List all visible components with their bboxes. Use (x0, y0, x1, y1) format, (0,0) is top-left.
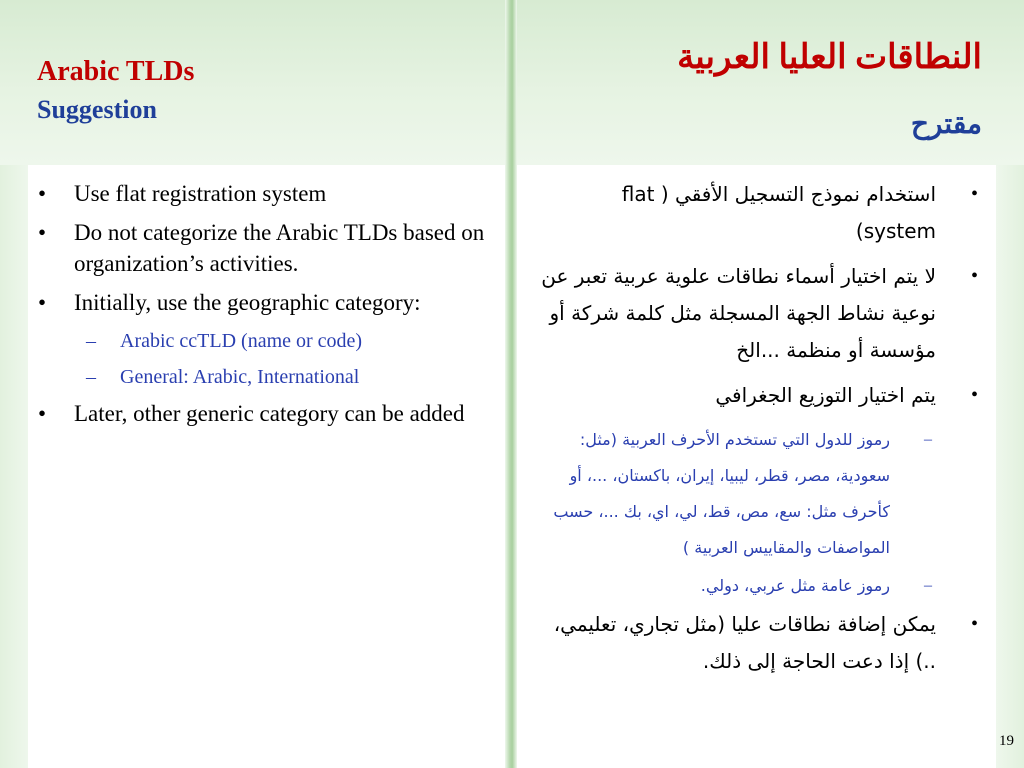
arabic-bullet-list (538, 176, 978, 688)
list-item (36, 287, 491, 318)
bullet-icon: • (38, 401, 47, 426)
sub-list-item-text: رموز للدول التي تستخدم الأحرف العربية (مثل: سعودية، مصر، قطر، ليبيا، إيران، باكستان، ...، أو كأحرف مثل: سع، مص، قط، لي، اي، بك ...، حسب المواصفات والمقاييس العربية ) (553, 430, 890, 557)
bullet-icon: • (970, 183, 978, 205)
list-item-text: لا يتم اختيار أسماء نطاقات علوية عربية تعبر عن نوعية نشاط الجهة المسجلة مثل كلمة شركة أو مؤسسة أو منظمة ...الخ (541, 264, 936, 362)
list-item-text: Use flat registration system (74, 181, 327, 206)
sub-list-item (36, 326, 491, 356)
list-item-text: يمكن إضافة نطاقات عليا (مثل تجاري، تعليمي، ..) إذا دعت الحاجة إلى ذلك. (553, 612, 936, 673)
list-item (36, 178, 491, 209)
dash-icon: – (924, 577, 932, 594)
dash-icon: – (86, 330, 96, 352)
sub-list-item-text: General: Arabic, International (120, 366, 360, 388)
bullet-icon: • (970, 265, 978, 287)
sub-list-item (538, 568, 936, 604)
arabic-title: النطاقات العليا العربية (677, 39, 982, 76)
list-item-text: Do not categorize the Arabic TLDs based on organization’s activities. (74, 220, 485, 276)
list-item-text: يتم اختيار التوزيع الجغرافي (715, 383, 936, 407)
page-number: 19 (999, 733, 1014, 749)
list-item (538, 258, 978, 369)
list-item (538, 176, 978, 250)
bullet-icon: • (38, 290, 47, 315)
sub-list-item-text: رموز عامة مثل عربي، دولي. (700, 576, 890, 595)
dash-icon: – (86, 366, 96, 388)
center-divider (505, 0, 517, 768)
dash-icon: – (924, 431, 932, 448)
list-item (538, 606, 978, 680)
bullet-icon: • (38, 181, 47, 206)
bullet-icon: • (970, 384, 978, 406)
sub-list-item-text: Arabic ccTLD (name or code) (120, 330, 363, 352)
bullet-icon: • (38, 220, 47, 245)
english-title: Arabic TLDs (37, 56, 195, 87)
list-item-text: Later, other generic category can be added (74, 401, 465, 426)
english-bullet-list (36, 178, 491, 437)
list-item (36, 217, 491, 279)
arabic-subtitle: مقترح (910, 109, 982, 140)
list-item-text: استخدام نموذج التسجيل الأفقي ( flat system) (621, 182, 936, 243)
sub-list-item (538, 422, 936, 566)
list-item-text: Initially, use the geographic category: (74, 290, 421, 315)
list-item (36, 398, 491, 429)
list-item (538, 377, 978, 414)
english-subtitle: Suggestion (37, 95, 157, 124)
bullet-icon: • (970, 613, 978, 635)
sub-list-item (36, 362, 491, 392)
